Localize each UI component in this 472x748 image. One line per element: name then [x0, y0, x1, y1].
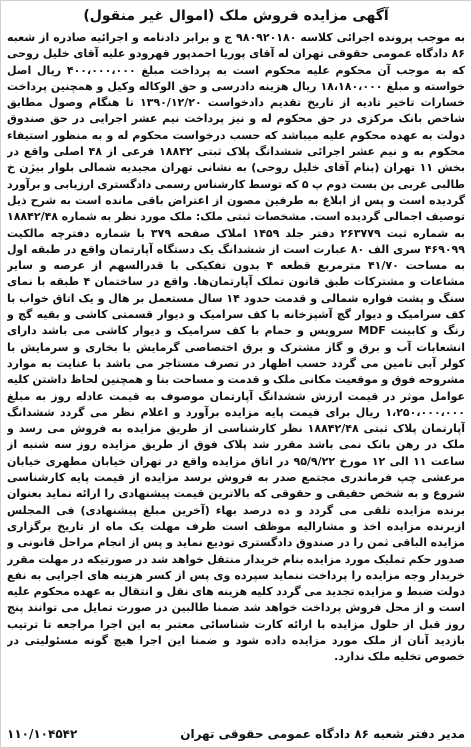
- signature-text: مدیر دفتر شعبه ۸۶ دادگاه عمومی حقوقی تهران: [180, 727, 465, 741]
- reference-code: ۱۱۰/۱۰۴۵۴۲: [7, 727, 78, 741]
- notice-body: به موجب پرونده اجرائی کلاسه ۹۸۰۹۲۰۱۸۰ ج و برابر دادنامه و اجرائیه صادره از شعبه ۸۶ دادگاه عمومی حقوقی تهران له آقای پوریا احمدپور قهرودو علیه آقای خلیل روحی که به موجب آن محکوم علیه محکوم است به پرداخت مبلغ ۴۰۰،۰۰۰،۰۰۰ ریال اصل خواسته و مبلغ ۱۸،۱۸۰،۰۰۰ ریال هزینه دادرسی و حق الوکاله وکیل و همچنین پرداخت خسارات تاخیر تادیه از تاریخ تقدیم دادخواست ۱۳۹۰/۱۲/۲۰ تا هنگام وصول مطابق شاخص بانک مرکزی در حق محکوم له و نیز پرداخت نیم عشر اجرایی در حق صندوق دولت به عهده محکوم علیه میباشد که حسب درخواست محکوم له و به منظور استیفاء محکوم به و نیم عشر اجرائی ششدانگ پلاک ثبتی ۱۸۸۴۲ فرعی از ۴۸ اصلی واقع در بخش ۱۱ تهران (بنام آقای خلیل روحی) به نشانی تهران مجیدیه شمالی بلوار بیژن خ طالبی غربی بن بست دوم پ ۵ که توسط کارشناس رسمی دادگستری ارزیابی و برآورد گردیده است و پس از ابلاغ به طرفین مصون از اعتراض باقی مانده است به شرح ذیل توصیف اجمالی گردیده است. مشخصات ثبتی ملک: ملک مورد نظر به شماره ۱۸۸۴۲/۴۸ به شماره ثبت ۲۶۳۷۷۹ دفتر جلد ۱۴۵۹ املاک صفحه ۳۷۹ با شماره دفترچه مالکیت ۴۶۹۰۹۹ سری الف ۸۰ عبارت است از ششدانگ یک دستگاه آپارتمان واقع در طبقه اول به مساحت ۴۱/۷۰ مترمربع قطعه ۴ بدون تفکیکی با قدرالسهم از عرصه و سایر مشاعات و مشترکات طبق قانون تملک آپارتمان‌ها. واقع در ساختمان ۴ طبقه با نمای سنگ و پشت فواره شمالی و قدمت حدود ۱۴ سال مستعمل بر هال و یک اتاق خواب با کف سرامیک و دیوار گچ آشپزخانه با کف سرامیک و دیوار قسمتی کاشی و بقیه گچ و رنگ و کابینت MDF سرویس و حمام با کف سرامیک و دیوار کاشی می باشد دارای انشعابات آب و برق و گاز مشترک و برق اختصاصی گرمایش با بخاری و سرمایش با کولر آبی تامین می گردد حسب اظهار در تصرف مستاجر می باشد با عنایت به موارد مشروحه فوق و موقعیت مکانی ملک و قدمت و مساحت بنا و همچنین لحاظ داشتن کلیه عوامل موثر در قیمت ارزش ششدانگ آپارتمان موصوف به قیمت عادله روز به مبلغ ۱،۲۵۰،۰۰۰،۰۰۰ ریال برای قیمت پایه مزایده برآورد و اعلام نظر می گردد ششدانگ آپارتمان پلاک ثبتی ۱۸۸۴۲/۴۸ نظر کارشناسی از طریق مزایده به فروش می رسد و ملک در رهن بانک نمی باشد مقرر شد پلاک فوق از طریق مزایده روز سه شنبه از ساعت ۱۱ الی ۱۲ مورخ ۹۵/۹/۲۲ در اتاق مزایده واقع در تهران خیابان مطهری خیابان مرعشی چپ فرماندری مجتمع صدر به فروش برسد مزایده از قیمت پایه کارشناسی شروع و به شخص حقیقی و حقوقی که بالاترین قیمت پیشنهادی را ارائه نماید بعنوان برنده مزایده تلقی می گردد و ده درصد بهاء (آخرین مبلغ پیشنهادی) فی المجلس ازبرنده مزایده اخذ و مشارالیه موظف است ظرف مهلت یک ماه از تاریخ برگزاری مزایده الباقی ثمن را در صندوق دادگستری تودیع نماید و پس از انجام مراحل قانونی و صدور حکم تملیک مورد مزایده بنام خریدار منتقل خواهد شد در صورتیکه در مهلت مقرر خریدار وجه مزایده را پرداخت ننماید سپرده وی پس از کسر هزینه های اجرایی به نفع دولت ضبط و مزایده تجدید می گردد کلیه هزینه های نقل و انتقال به عهده محکوم علیه است و از محل فروش پرداخت خواهد شد ضمنا طالبین در صورت تمایل می توانند پنج روز قبل از حلول مزایده با ارائه کارت شناسائی معتبر به این اجرا مراجعه تا ترتیب بازدید آنان از ملک مورد مزایده داده شود و ضمنا این اجرا هیچ گونه مسئولیتی در خصوص تخلیه ملک ندارد.: [7, 31, 465, 664]
- notice-title: آگهی مزایده فروش ملک (اموال غیر منقول): [83, 8, 389, 24]
- notice-footer: [7, 726, 465, 742]
